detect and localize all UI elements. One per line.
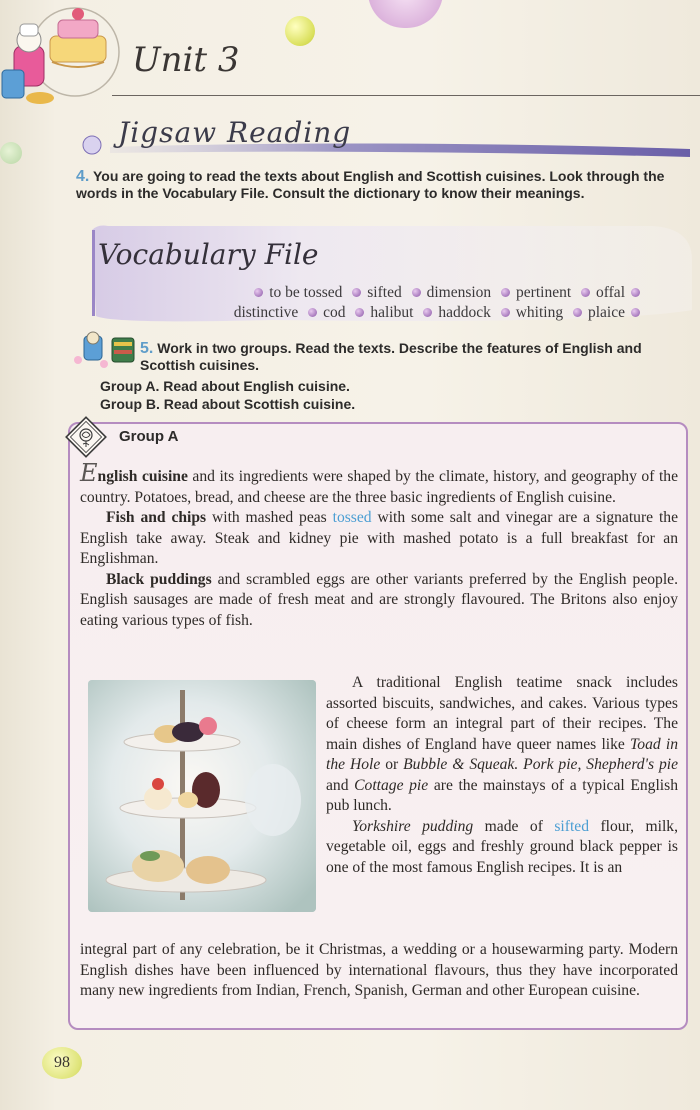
page-number: 98 [42, 1047, 82, 1079]
bullet-icon [631, 308, 640, 317]
cake-mascot-icon [0, 0, 125, 120]
highlighted-word: tossed [332, 509, 372, 526]
bullet-icon [352, 288, 361, 297]
balloon-decoration [368, 0, 443, 28]
vocab-word: haddock [438, 304, 491, 321]
bullet-icon [573, 308, 582, 317]
vocab-word: dimension [426, 284, 492, 301]
bullet-icon [308, 308, 317, 317]
unit-title: Unit 3 [132, 40, 240, 80]
bullet-icon [581, 288, 590, 297]
task-number: 4. [76, 168, 90, 185]
bullet-icon [501, 308, 510, 317]
paragraph: A traditional English teatime snack includes assorted biscuits, sandwiches, and cakes. Various types of cheese form an integral part of their recipes. The main dishes of England have queer names like Toad in the Hole or Bubble & Squeak. Pork pie, Shepherd's pie and Cottage pie are the mainstays of a typical English pub lunch. [326, 674, 678, 814]
paragraph: Black puddings and scrambled eggs are other variants preferred by the English people. English sausages are made of fresh meat and are strongly flavoured. The Britons also enjoy eating various types of fish. [80, 570, 678, 629]
section-title: Jigsaw Reading [118, 116, 352, 149]
rose-icon [63, 414, 109, 460]
task-4 [76, 168, 688, 202]
vocab-word: plaice [587, 304, 625, 321]
reading-text-bottom [80, 940, 678, 1002]
group-a-assignment: Group A. Read about English cuisine. [100, 378, 350, 394]
task-number: 5. [140, 340, 154, 357]
group-assignments [100, 377, 355, 413]
vocabulary-words [126, 283, 646, 323]
group-a-heading: Group A [119, 428, 179, 445]
task-text: Work in two groups. Read the texts. Describe the features of English and Scottish cuisines. [140, 340, 642, 373]
vocab-word: to be tossed [269, 284, 343, 301]
vocab-word: whiting [515, 304, 564, 321]
teatime-cakes-photo [88, 680, 316, 912]
task-text: You are going to read the texts about English and Scottish cuisines. Look through the words in the Vocabulary File. Consult the dictionary to know their meanings. [76, 168, 665, 201]
vocabulary-title: Vocabulary File [98, 238, 319, 271]
header-divider [112, 95, 700, 96]
paragraph: Fish and chips with mashed peas tossed with some salt and vinegar are a signature the English take away. Steak and kidney pie with mashed potato is a full breakfast for an Englishman. [80, 509, 678, 567]
vocab-word: pertinent [516, 284, 572, 301]
bullet-icon [631, 288, 640, 297]
vocab-word: halibut [370, 304, 414, 321]
bullet-icon [412, 288, 421, 297]
vocab-word: offal [596, 284, 625, 301]
drop-cap: E [80, 459, 98, 487]
group-b-assignment: Group B. Read about Scottish cuisine. [100, 396, 356, 412]
highlighted-word: sifted [554, 817, 590, 835]
task-5 [140, 340, 690, 374]
paragraph: English cuisine and its ingredients were shaped by the climate, history, and geography of the country. Potatoes, bread, and cheese are the three basic ingredients of English cuisine. [80, 459, 678, 506]
group-work-icon [70, 330, 142, 370]
vocab-word: sifted [367, 284, 402, 301]
bullet-icon [423, 308, 432, 317]
bullet-icon [355, 308, 364, 317]
vocab-word: cod [323, 304, 346, 321]
bullet-icon [501, 288, 510, 297]
vocab-word: distinctive [233, 304, 299, 321]
reading-text-top [80, 459, 678, 631]
paragraph: Yorkshire pudding made of sifted flour, milk, vegetable oil, eggs and freshly ground black pepper is one of the most famous English recipes. It is an [326, 817, 679, 876]
bullet-icon [254, 288, 263, 297]
balloon-decoration [285, 16, 315, 46]
dot-decoration [0, 142, 22, 164]
paragraph: integral part of any celebration, be it Christmas, a wedding or a housewarming party. Modern English dishes have been influenced by international flavours, thus they have incorporated many new ingredients from Indian, French, Spanish, German and other European cuisine. [80, 941, 678, 999]
reading-text-right [326, 673, 678, 878]
